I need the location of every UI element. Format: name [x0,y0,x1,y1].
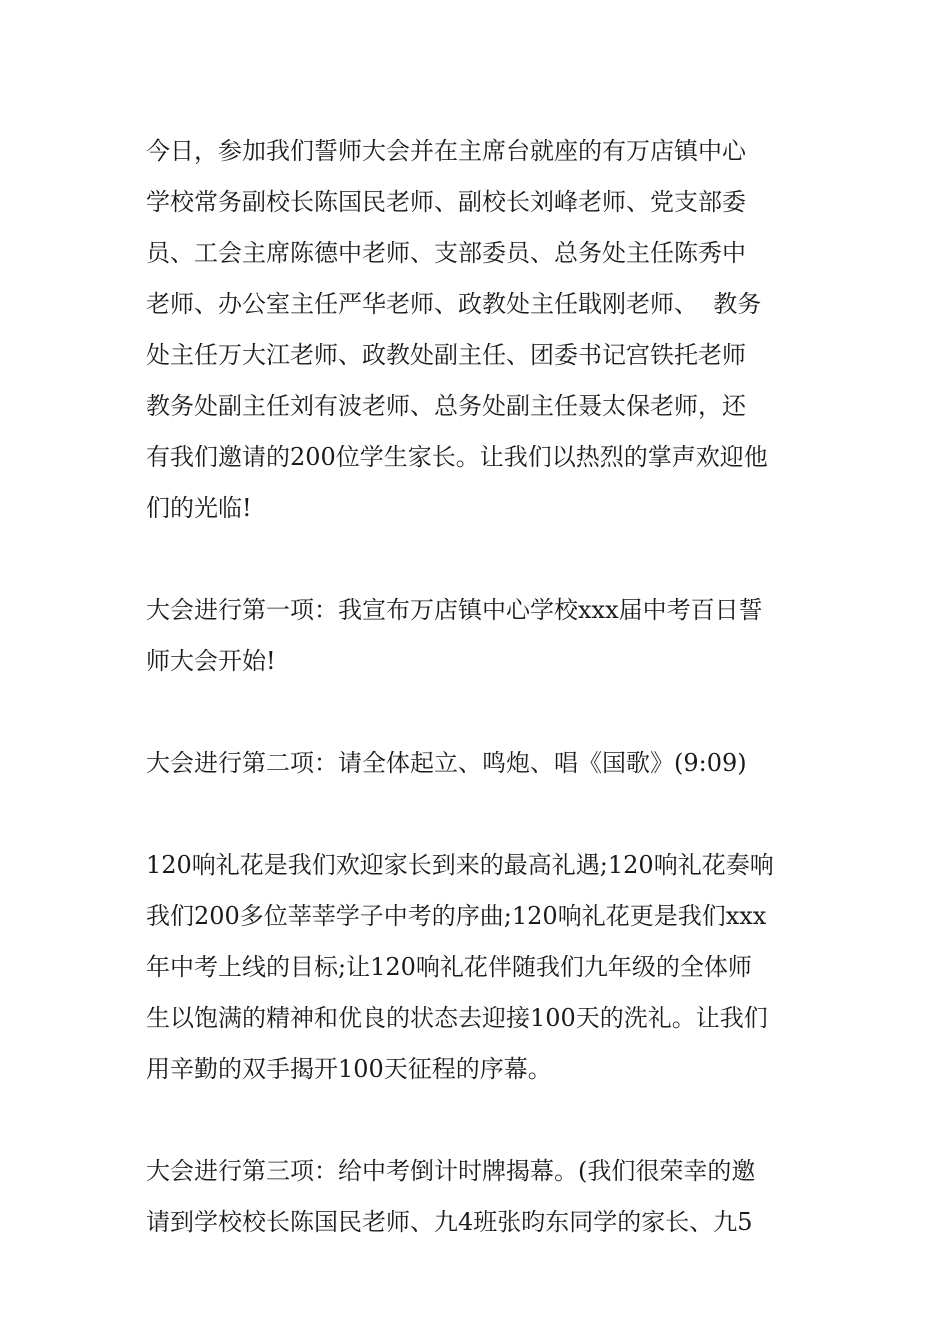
text-line: 师大会开始! [146,647,276,675]
paragraph-salute [146,840,810,1095]
paragraph-item-3 [146,1146,810,1248]
text-line: 大会进行第二项：请全体起立、鸣炮、唱《国歌》(9:09) [146,749,747,777]
paragraph-gap [146,687,810,738]
text-line: 学校常务副校长陈国民老师、副校长刘峰老师、党支部委 [146,188,746,216]
text-line: 今日，参加我们誓师大会并在主席台就座的有万店镇中心 [146,137,746,165]
text-line: 请到学校校长陈国民老师、九4班张昀东同学的家长、九5 [146,1208,753,1236]
text-line: 老师、办公室主任严华老师、政教处主任戢刚老师、 教务 [146,290,762,318]
paragraph-gap [146,1095,810,1146]
document-body [146,126,810,1248]
text-line: 有我们邀请的200位学生家长。让我们以热烈的掌声欢迎他 [146,443,768,471]
text-line: 教务处副主任刘有波老师、总务处副主任聂太保老师，还 [146,392,746,420]
text-line: 生以饱满的精神和优良的状态去迎接100天的洗礼。让我们 [146,1004,768,1032]
paragraph-intro [146,126,810,534]
text-line: 员、工会主席陈德中老师、支部委员、总务处主任陈秀中 [146,239,746,267]
text-line: 大会进行第一项：我宣布万店镇中心学校xxx届中考百日誓 [146,596,763,624]
text-line: 处主任万大江老师、政教处副主任、团委书记宫铁托老师 [146,341,746,369]
text-line: 用辛勤的双手揭开100天征程的序幕。 [146,1055,552,1083]
text-line: 年中考上线的目标;让120响礼花伴随我们九年级的全体师 [146,953,752,981]
text-line: 120响礼花是我们欢迎家长到来的最高礼遇;120响礼花奏响 [146,851,774,879]
paragraph-gap [146,789,810,840]
paragraph-item-2 [146,738,810,789]
paragraph-gap [146,534,810,585]
paragraph-item-1 [146,585,810,687]
text-line: 们的光临! [146,494,252,522]
text-line: 大会进行第三项：给中考倒计时牌揭幕。(我们很荣幸的邀 [146,1157,756,1185]
text-line: 我们200多位莘莘学子中考的序曲;120响礼花更是我们xxx [146,902,767,930]
